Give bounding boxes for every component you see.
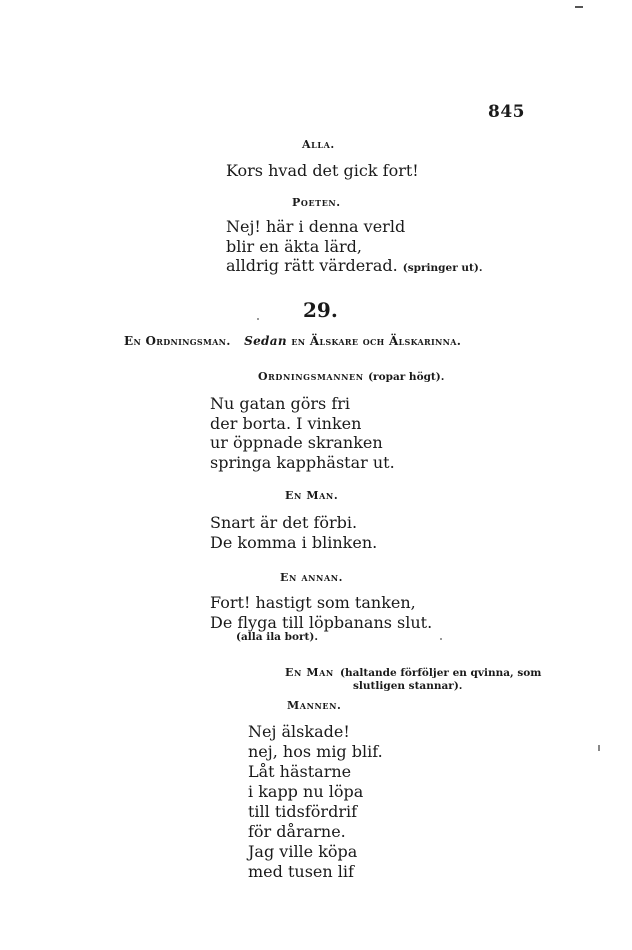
verse-line: blir en äkta lärd,	[226, 236, 362, 256]
speaker-name: Ordningsmannen	[258, 370, 364, 383]
verse-ordningsmannen	[210, 394, 395, 472]
verse-line: med tusen lif	[248, 862, 354, 881]
scan-speck	[257, 318, 259, 320]
speaker-en-man-2: En Man	[285, 666, 334, 679]
speaker-en-man: En Man.	[285, 489, 339, 502]
verse-poeten	[226, 217, 483, 279]
page-number: 845	[488, 102, 525, 122]
cast-ordningsman: En Ordningsman.	[124, 334, 231, 348]
speaker-mannen: Mannen.	[287, 699, 342, 712]
verse-line: Låt hästarne	[248, 762, 352, 781]
verse-line: der borta. I vinken	[210, 413, 362, 433]
verse-line: nej, hos mig blif.	[248, 742, 383, 761]
speaker-poeten: Poeten.	[292, 196, 341, 209]
verse-line: Jag ville köpa	[248, 842, 358, 861]
verse-line: Fort! hastigt som tanken,	[210, 593, 416, 612]
verse-alla	[226, 161, 419, 181]
verse-line: för dårarne.	[248, 822, 346, 841]
speaker-ordningsmannen	[258, 370, 444, 383]
stage-direction: (alla ila bort).	[236, 631, 318, 643]
verse-line: Kors hvad det gick fort!	[226, 161, 419, 180]
stage-line: slutligen stannar).	[353, 680, 463, 692]
stage-direction-block	[340, 667, 541, 693]
verse-line: ur öppnade skranken	[210, 433, 383, 452]
scan-speck	[440, 638, 442, 640]
speaker-alla: Alla.	[302, 138, 335, 151]
stage-direction: (springer ut).	[402, 262, 483, 274]
verse-line: De flyga till löpbanans slut.	[210, 612, 433, 632]
verse-line: till tidsfördrif	[248, 802, 357, 821]
verse-line: Nej älskade!	[248, 722, 350, 741]
verse-line: De komma i blinken.	[210, 532, 378, 552]
verse-mannen	[248, 722, 383, 882]
verse-text: alldrig rätt värderad.	[226, 256, 398, 275]
verse-line: Snart är det förbi.	[210, 513, 358, 532]
scene-number: 29.	[303, 298, 338, 322]
verse-en-annan	[210, 593, 432, 632]
verse-en-man	[210, 513, 377, 552]
verse-line: Nej! här i denna verld	[226, 217, 406, 236]
cast-list	[124, 334, 461, 348]
stage-line: (haltande förföljer en qvinna, som	[340, 667, 542, 679]
cast-alskare: en Älskare och Älskarinna.	[291, 334, 462, 348]
speaker-en-annan: En annan.	[280, 571, 344, 584]
stage-direction: (ropar högt).	[368, 371, 445, 383]
scan-mark	[598, 745, 600, 751]
cast-sedan: Sedan	[244, 334, 287, 348]
verse-line	[226, 256, 483, 279]
verse-line: springa kapphästar ut.	[210, 452, 395, 472]
scan-mark	[575, 6, 583, 8]
verse-line: Nu gatan görs fri	[210, 394, 351, 413]
verse-line: i kapp nu löpa	[248, 782, 364, 801]
